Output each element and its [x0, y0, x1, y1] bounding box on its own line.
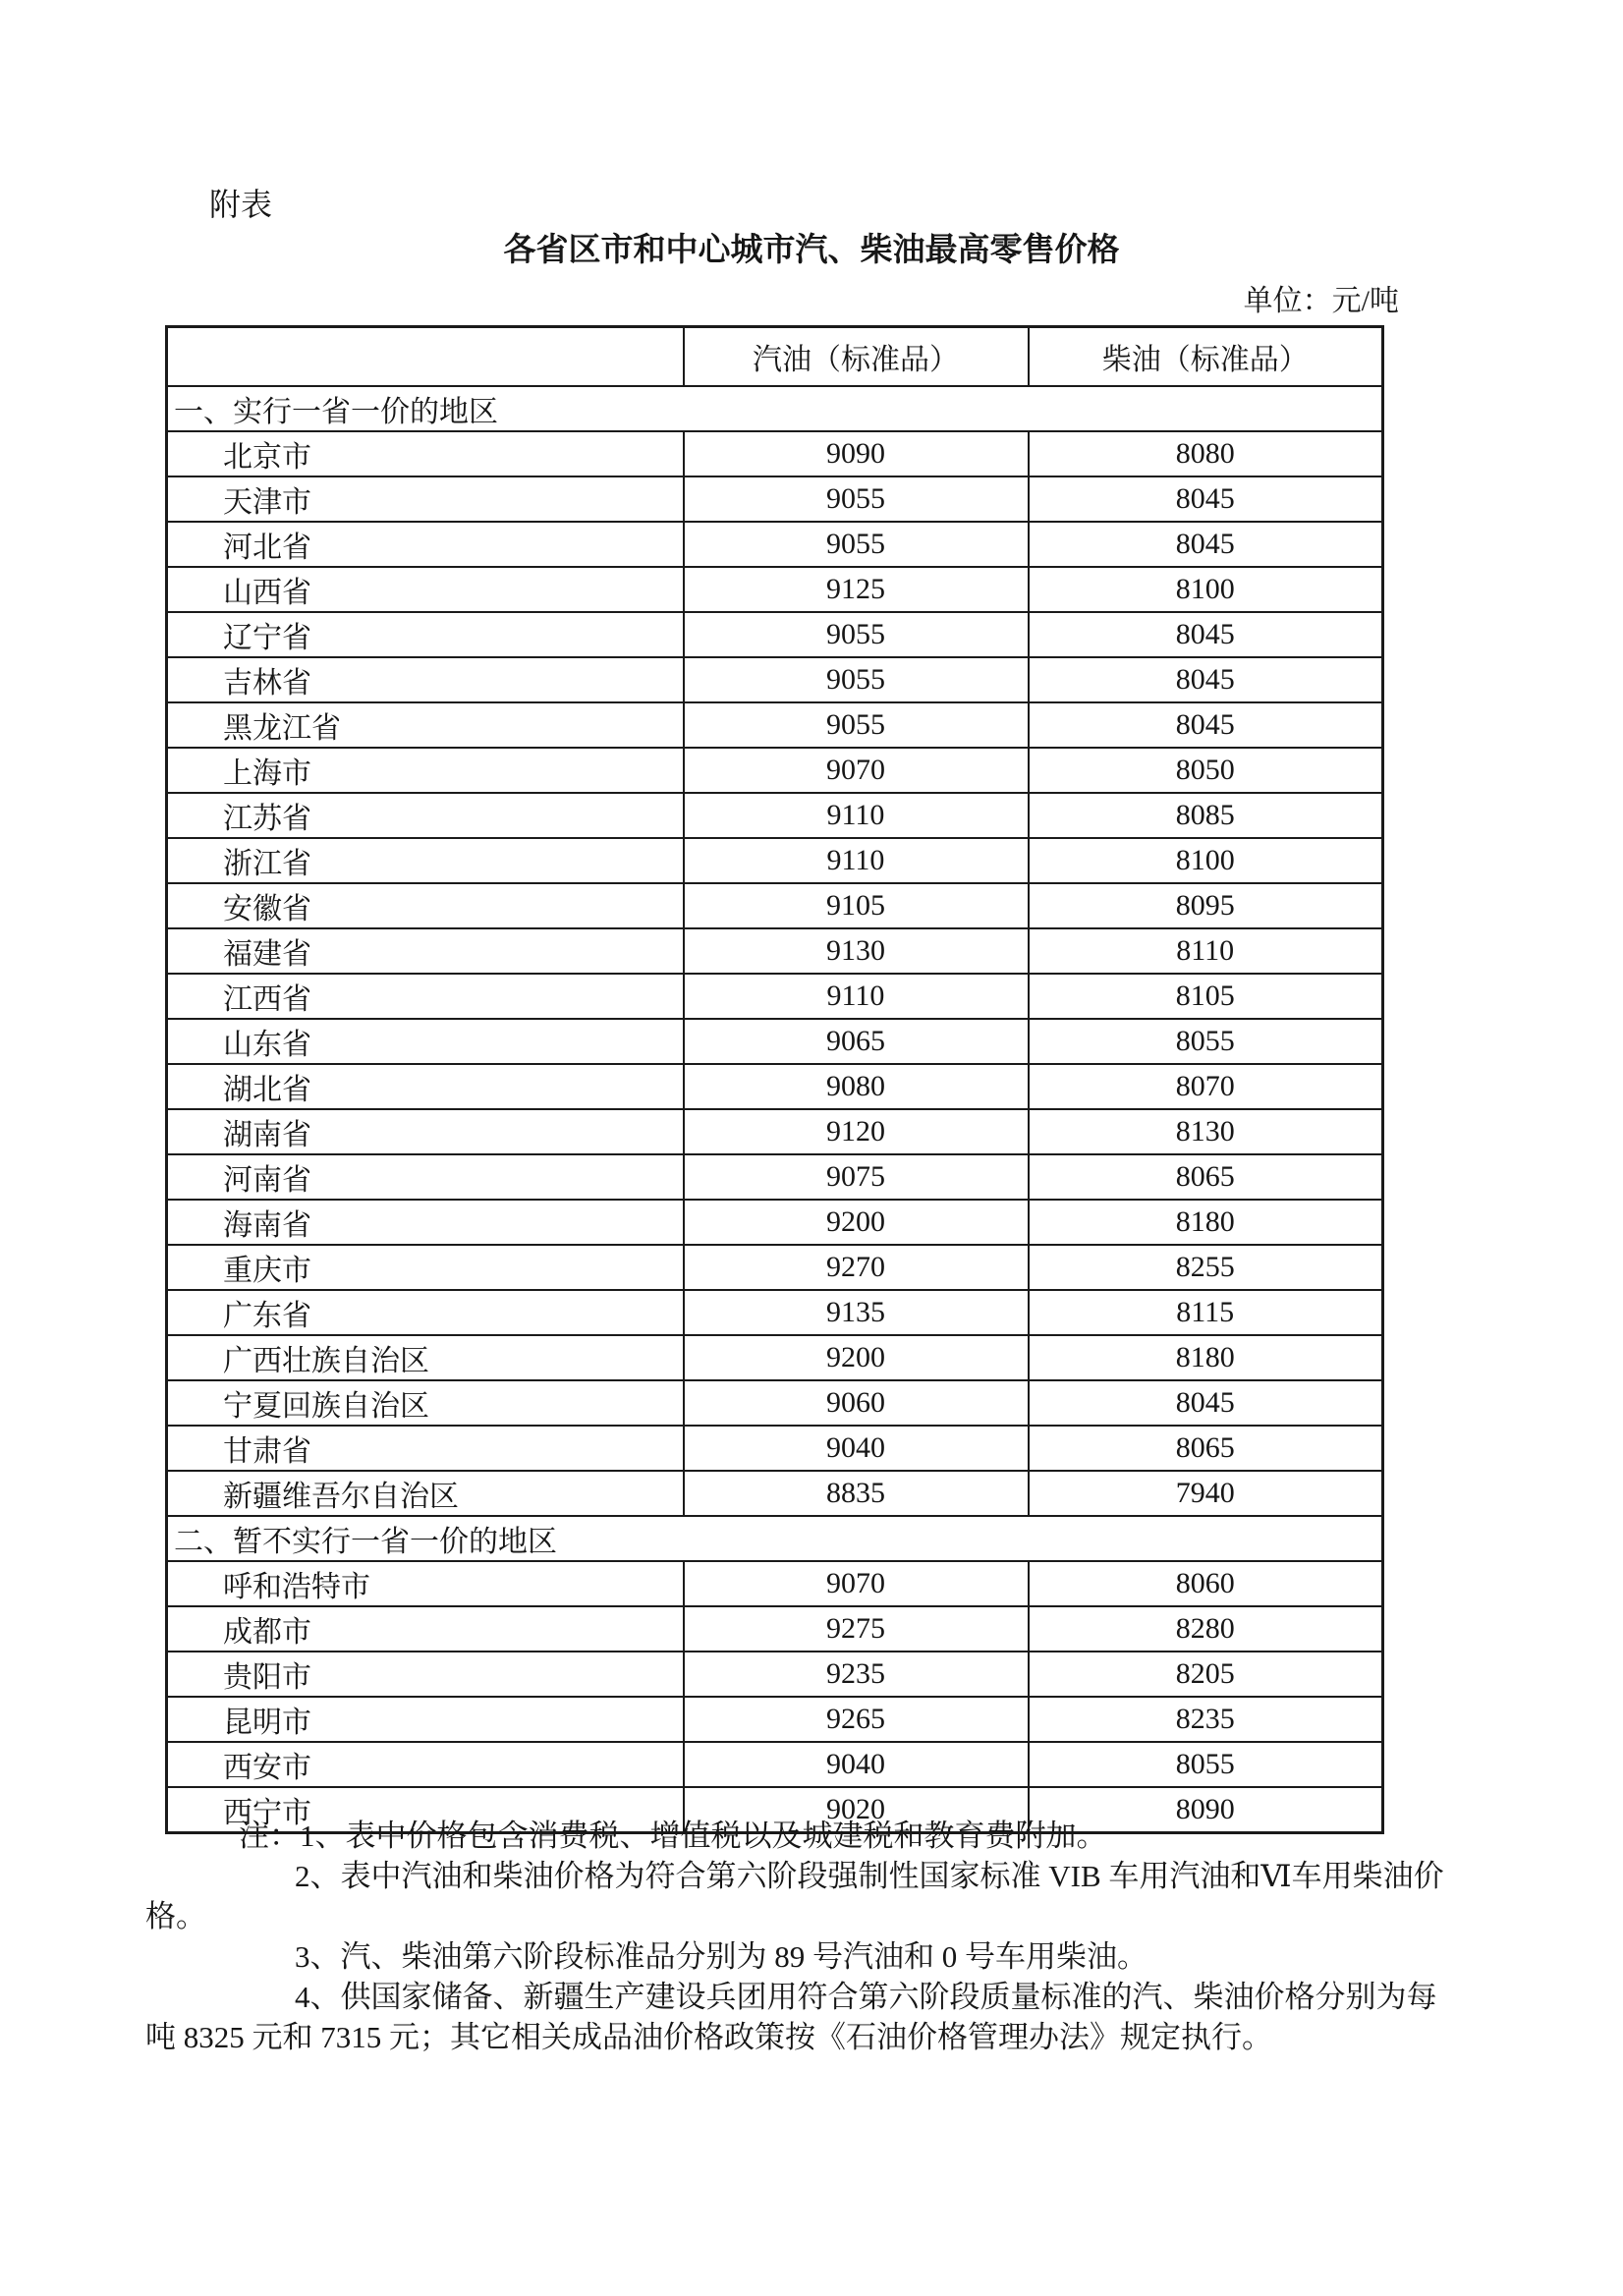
region-cell: 河南省 [167, 1154, 684, 1200]
unit-label: 单位：元/吨 [1243, 285, 1399, 317]
gasoline-price-cell: 9125 [684, 567, 1029, 612]
table-row [167, 793, 1383, 838]
region-cell: 安徽省 [167, 883, 684, 928]
region-cell: 海南省 [167, 1200, 684, 1245]
note-line: 吨 8325 元和 7315 元；其它相关成品油价格政策按《石油价格管理办法》规定执行。 [145, 2020, 1272, 2054]
diesel-price-cell: 8055 [1029, 1019, 1383, 1064]
gasoline-price-cell: 9055 [684, 702, 1029, 748]
region-cell: 江苏省 [167, 793, 684, 838]
diesel-price-cell: 8105 [1029, 974, 1383, 1019]
table-row [167, 1290, 1383, 1335]
table-row [167, 1561, 1383, 1606]
diesel-price-cell: 7940 [1029, 1471, 1383, 1516]
table-row [167, 657, 1383, 702]
diesel-price-cell: 8045 [1029, 657, 1383, 702]
diesel-price-cell: 8255 [1029, 1245, 1383, 1290]
gasoline-price-cell: 9070 [684, 748, 1029, 793]
gasoline-price-cell: 9060 [684, 1380, 1029, 1426]
table-row [167, 1471, 1383, 1516]
region-cell: 吉林省 [167, 657, 684, 702]
gasoline-price-cell: 9135 [684, 1290, 1029, 1335]
diesel-price-cell: 8100 [1029, 838, 1383, 883]
diesel-price-cell: 8115 [1029, 1290, 1383, 1335]
region-cell: 甘肃省 [167, 1426, 684, 1471]
diesel-price-cell: 8070 [1029, 1064, 1383, 1109]
table-row [167, 612, 1383, 657]
table-row [167, 1154, 1383, 1200]
gasoline-price-cell: 9105 [684, 883, 1029, 928]
table-row [167, 476, 1383, 522]
diesel-price-cell: 8090 [1029, 1787, 1383, 1833]
table-row [167, 431, 1383, 476]
table-row [167, 1426, 1383, 1471]
table-row [167, 1697, 1383, 1742]
table-row [167, 974, 1383, 1019]
gasoline-column-header: 汽油（标准品） [684, 327, 1029, 387]
section-header-cell: 二、暂不实行一省一价的地区 [167, 1516, 1383, 1561]
diesel-price-cell: 8130 [1029, 1109, 1383, 1154]
table-row [167, 928, 1383, 974]
gasoline-price-cell: 9110 [684, 793, 1029, 838]
region-cell: 天津市 [167, 476, 684, 522]
region-cell: 北京市 [167, 431, 684, 476]
section-header-row [167, 386, 1383, 431]
diesel-price-cell: 8060 [1029, 1561, 1383, 1606]
section-header-cell: 一、实行一省一价的地区 [167, 386, 1383, 431]
region-cell: 浙江省 [167, 838, 684, 883]
diesel-price-cell: 8045 [1029, 522, 1383, 567]
region-cell: 辽宁省 [167, 612, 684, 657]
region-cell: 西宁市 [167, 1787, 684, 1833]
gasoline-price-cell: 8835 [684, 1471, 1029, 1516]
table-row [167, 702, 1383, 748]
note-line: 4、供国家储备、新疆生产建设兵团用符合第六阶段质量标准的汽、柴油价格分别为每 [295, 1980, 1437, 2014]
table-row [167, 1245, 1383, 1290]
table-row [167, 522, 1383, 567]
region-cell: 上海市 [167, 748, 684, 793]
gasoline-price-cell: 9055 [684, 657, 1029, 702]
gasoline-price-cell: 9040 [684, 1426, 1029, 1471]
diesel-price-cell: 8045 [1029, 1380, 1383, 1426]
diesel-price-cell: 8085 [1029, 793, 1383, 838]
gasoline-price-cell: 9200 [684, 1335, 1029, 1380]
gasoline-price-cell: 9110 [684, 838, 1029, 883]
table-row [167, 1652, 1383, 1697]
document-title: 各省区市和中心城市汽、柴油最高零售价格 [503, 233, 1120, 268]
gasoline-price-cell: 9075 [684, 1154, 1029, 1200]
table-row [167, 1109, 1383, 1154]
region-cell: 福建省 [167, 928, 684, 974]
attachment-label: 附表 [209, 187, 273, 222]
gasoline-price-cell: 9110 [684, 974, 1029, 1019]
diesel-price-cell: 8065 [1029, 1426, 1383, 1471]
diesel-price-cell: 8045 [1029, 476, 1383, 522]
gasoline-price-cell: 9090 [684, 431, 1029, 476]
gasoline-price-cell: 9020 [684, 1787, 1029, 1833]
diesel-price-cell: 8045 [1029, 612, 1383, 657]
gasoline-price-cell: 9265 [684, 1697, 1029, 1742]
table-row [167, 748, 1383, 793]
diesel-price-cell: 8065 [1029, 1154, 1383, 1200]
diesel-price-cell: 8110 [1029, 928, 1383, 974]
table-row [167, 838, 1383, 883]
note-line: 2、表中汽油和柴油价格为符合第六阶段强制性国家标准 VIB 车用汽油和Ⅵ车用柴油价 [295, 1859, 1444, 1893]
note-line: 3、汽、柴油第六阶段标准品分别为 89 号汽油和 0 号车用柴油。 [295, 1939, 1147, 1974]
gasoline-price-cell: 9275 [684, 1606, 1029, 1652]
region-cell: 成都市 [167, 1606, 684, 1652]
diesel-price-cell: 8280 [1029, 1606, 1383, 1652]
diesel-price-cell: 8055 [1029, 1742, 1383, 1787]
table-row [167, 1019, 1383, 1064]
table-row [167, 567, 1383, 612]
region-cell: 江西省 [167, 974, 684, 1019]
table-row [167, 883, 1383, 928]
gasoline-price-cell: 9055 [684, 612, 1029, 657]
region-cell: 昆明市 [167, 1697, 684, 1742]
diesel-price-cell: 8235 [1029, 1697, 1383, 1742]
price-table-body [167, 386, 1383, 1833]
table-row [167, 1335, 1383, 1380]
diesel-price-cell: 8050 [1029, 748, 1383, 793]
diesel-price-cell: 8180 [1029, 1335, 1383, 1380]
gasoline-price-cell: 9080 [684, 1064, 1029, 1109]
region-cell: 呼和浩特市 [167, 1561, 684, 1606]
region-cell: 宁夏回族自治区 [167, 1380, 684, 1426]
region-cell: 贵阳市 [167, 1652, 684, 1697]
diesel-price-cell: 8100 [1029, 567, 1383, 612]
table-row [167, 1742, 1383, 1787]
gasoline-price-cell: 9270 [684, 1245, 1029, 1290]
table-row [167, 1064, 1383, 1109]
table-row [167, 1200, 1383, 1245]
diesel-price-cell: 8180 [1029, 1200, 1383, 1245]
gasoline-price-cell: 9055 [684, 522, 1029, 567]
notes [145, 1816, 1482, 2057]
region-cell: 广西壮族自治区 [167, 1335, 684, 1380]
price-table [165, 325, 1384, 1834]
gasoline-price-cell: 9070 [684, 1561, 1029, 1606]
diesel-price-cell: 8205 [1029, 1652, 1383, 1697]
diesel-price-cell: 8095 [1029, 883, 1383, 928]
diesel-column-header: 柴油（标准品） [1029, 327, 1383, 387]
note-line: 注：1、表中价格包含消费税、增值税以及城建税和教育费附加。 [239, 1819, 1107, 1853]
region-cell: 西安市 [167, 1742, 684, 1787]
gasoline-price-cell: 9055 [684, 476, 1029, 522]
gasoline-price-cell: 9040 [684, 1742, 1029, 1787]
diesel-price-cell: 8045 [1029, 702, 1383, 748]
gasoline-price-cell: 9200 [684, 1200, 1029, 1245]
gasoline-price-cell: 9235 [684, 1652, 1029, 1697]
gasoline-price-cell: 9065 [684, 1019, 1029, 1064]
region-cell: 湖北省 [167, 1064, 684, 1109]
region-cell: 山东省 [167, 1019, 684, 1064]
region-cell: 重庆市 [167, 1245, 684, 1290]
section-header-row [167, 1516, 1383, 1561]
region-cell: 湖南省 [167, 1109, 684, 1154]
region-column-header [167, 327, 684, 387]
region-cell: 河北省 [167, 522, 684, 567]
region-cell: 广东省 [167, 1290, 684, 1335]
note-line: 格。 [145, 1899, 206, 1933]
table-row [167, 1380, 1383, 1426]
gasoline-price-cell: 9120 [684, 1109, 1029, 1154]
diesel-price-cell: 8080 [1029, 431, 1383, 476]
region-cell: 新疆维吾尔自治区 [167, 1471, 684, 1516]
region-cell: 山西省 [167, 567, 684, 612]
table-header-row [167, 327, 1383, 387]
table-row [167, 1606, 1383, 1652]
region-cell: 黑龙江省 [167, 702, 684, 748]
gasoline-price-cell: 9130 [684, 928, 1029, 974]
